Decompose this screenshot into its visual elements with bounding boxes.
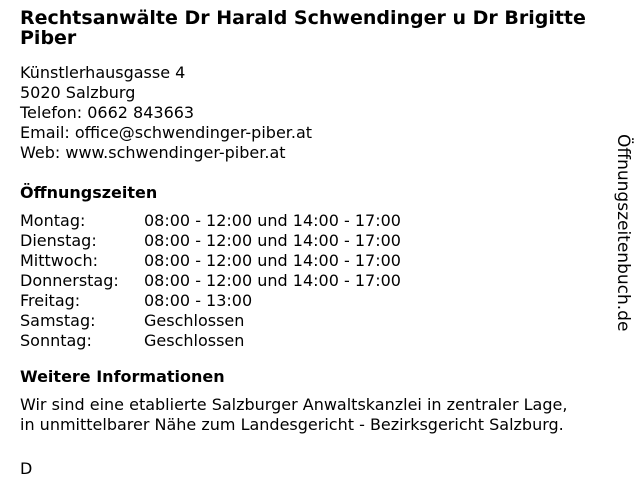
further-info-heading: Weitere Informationen bbox=[20, 367, 225, 386]
hours-time: 08:00 - 12:00 und 14:00 - 17:00 bbox=[144, 271, 401, 290]
hours-row-saturday bbox=[20, 311, 615, 331]
address-street: Künstlerhausgasse 4 bbox=[20, 63, 186, 82]
hours-day: Dienstag: bbox=[20, 231, 97, 250]
hours-time: Geschlossen bbox=[144, 311, 245, 330]
info-text-line-2: in unmittelbarer Nähe zum Landesgericht - Bezirksgericht Salzburg. bbox=[20, 415, 564, 434]
hours-row-friday bbox=[20, 291, 615, 311]
opening-hours-heading: Öffnungszeiten bbox=[20, 183, 158, 202]
hours-time: 08:00 - 12:00 und 14:00 - 17:00 bbox=[144, 251, 401, 270]
business-listing bbox=[20, 8, 615, 479]
hours-day: Freitag: bbox=[20, 291, 81, 310]
hours-row-sunday bbox=[20, 331, 615, 351]
hours-time: 08:00 - 12:00 und 14:00 - 17:00 bbox=[144, 211, 401, 230]
web-line[interactable]: Web: www.schwendinger-piber.at bbox=[20, 143, 286, 162]
opening-hours-table bbox=[20, 211, 615, 351]
hours-time: 08:00 - 12:00 und 14:00 - 17:00 bbox=[144, 231, 401, 250]
phone-line[interactable]: Telefon: 0662 843663 bbox=[20, 103, 195, 122]
hours-day: Donnerstag: bbox=[20, 271, 119, 290]
address-city: 5020 Salzburg bbox=[20, 83, 136, 102]
hours-time: 08:00 - 13:00 bbox=[144, 291, 253, 310]
site-brand-vertical[interactable]: Öffnungszeitenbuch.de bbox=[613, 134, 633, 332]
contact-block bbox=[20, 63, 615, 163]
hours-row-monday bbox=[20, 211, 615, 231]
email-line[interactable]: Email: office@schwendinger-piber.at bbox=[20, 123, 313, 142]
hours-day: Sonntag: bbox=[20, 331, 92, 350]
hours-day: Mittwoch: bbox=[20, 251, 98, 270]
hours-row-thursday bbox=[20, 271, 615, 291]
hours-row-tuesday bbox=[20, 231, 615, 251]
hours-time: Geschlossen bbox=[144, 331, 245, 350]
hours-row-wednesday bbox=[20, 251, 615, 271]
hours-day: Montag: bbox=[20, 211, 86, 230]
info-text-line-1: Wir sind eine etablierte Salzburger Anwaltskanzlei in zentraler Lage, bbox=[20, 395, 568, 414]
business-title: Rechtsanwälte Dr Harald Schwendinger u Dr Brigitte Piber bbox=[20, 7, 586, 49]
cut-off-text: D bbox=[20, 459, 33, 478]
hours-day: Samstag: bbox=[20, 311, 96, 330]
